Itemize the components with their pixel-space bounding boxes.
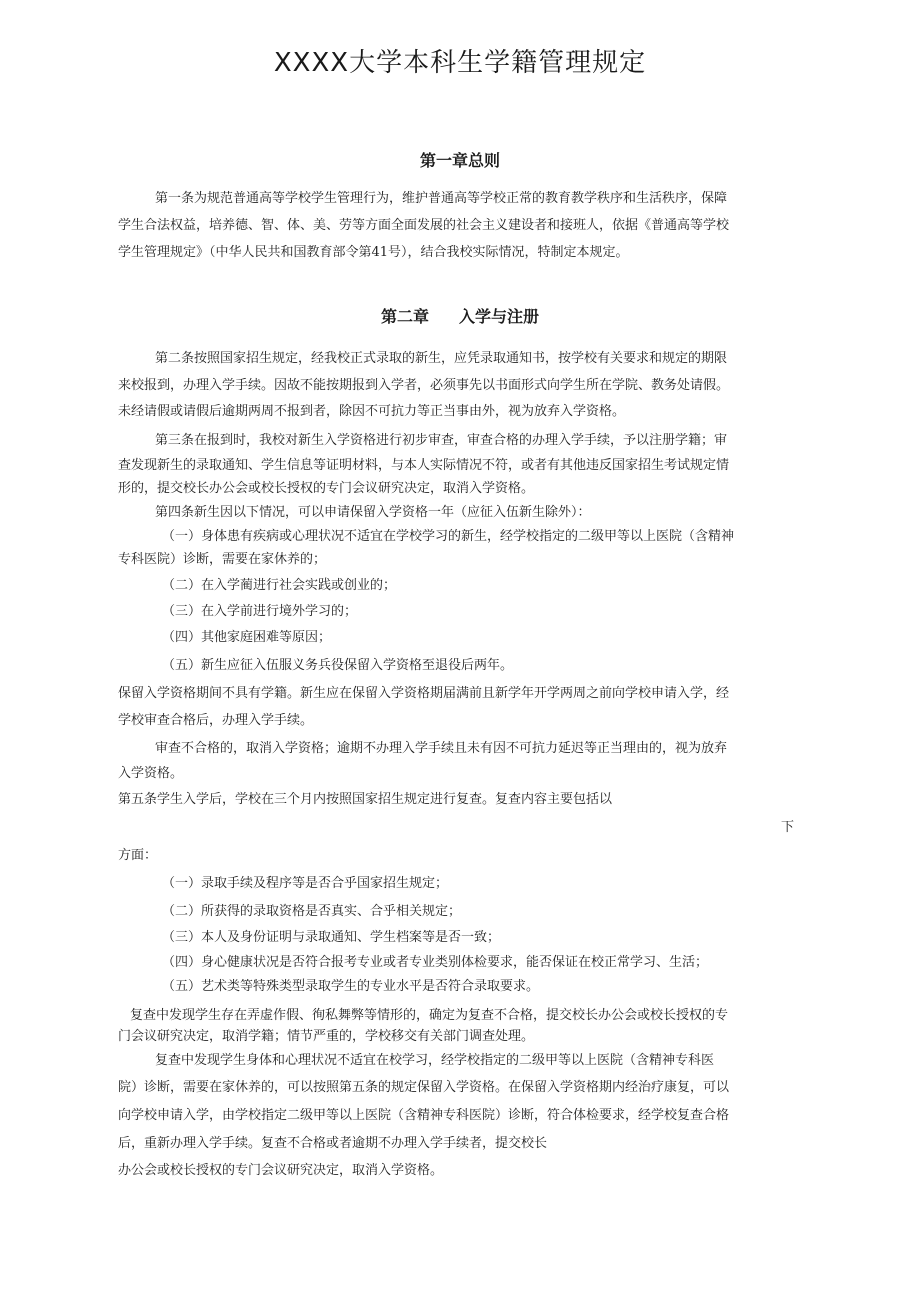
article-5-health-line-5: 办公会或校长授权的专门会议研究决定，取消入学资格。 [118,1163,444,1178]
article-5-intro-continuation: 方面： [118,848,158,863]
article-5-health-line-2: 院）诊断，需要在家休养的，可以按照第五条的规定保留入学资格。在保留入学资格期内经治疗康复，可以 [118,1080,730,1095]
article-4-item-1-line-1: （一）身体患有疾病或心理状况不适宜在学校学习的新生，经学校指定的二级甲等以上医院（含精神 [162,529,735,544]
article-1-line-3: 学生管理规定》（中华人民共和国教育部令第41号），结合我校实际情况，特制定本规定。 [118,245,629,260]
article-2-line-2: 来校报到，办理入学手续。因故不能按期报到入学者，必须事先以书面形式向学生所在学院、教务处请假。 [118,378,730,393]
article-4-item-3: （三）在入学前进行境外学习的； [162,604,358,619]
article-5-health-line-4: 后，重新办理入学手续。复查不合格或者逾期不办理入学手续者，提交校长 [118,1136,548,1151]
article-1-line-2: 学生合法权益，培养德、智、体、美、劳等方面全面发展的社会主义建设者和接班人，依据《普通高等学校 [118,218,730,233]
article-5-item-4: （四）身心健康状况是否符合报考专业或者专业类别体检要求，能否保证在校正常学习、生活； [162,955,709,970]
article-4-intro: 第四条新生因以下情况，可以申请保留入学资格一年（应征入伍新生除外）： [155,505,591,520]
article-4-fail-line-2: 入学资格。 [118,766,184,781]
article-5-intro: 第五条学生入学后，学校在三个月内按照国家招生规定进行复查。复查内容主要包括以 [118,792,613,807]
chapter-2-number: 第二章 [380,307,429,326]
article-2-line-1: 第二条按照国家招生规定，经我校正式录取的新生，应凭录取通知书，按学校有关要求和规定的期限 [155,351,728,366]
article-4-retain-line-1: 保留入学资格期间不具有学籍。新生应在保留入学资格期届满前且新学年开学两周之前向学校申请入学，经 [118,686,730,701]
article-5-fraud-line-1: 复查中发现学生存在弄虚作假、徇私舞弊等情形的，确定为复查不合格，提交校长办公会或校长授权的专 [130,1008,729,1023]
article-3-line-2: 查发现新生的录取通知、学生信息等证明材料，与本人实际情况不符，或者有其他违反国家招生考试规定情 [118,458,730,473]
article-5-item-3: （三）本人及身份证明与录取通知、学生档案等是否一致； [162,930,501,945]
article-2-line-3: 未经请假或请假后逾期两周不报到者，除因不可抗力等正当事由外，视为放弃入学资格。 [118,404,626,419]
article-4-item-5: （五）新生应征入伍服义务兵役保留入学资格至退役后两年。 [162,658,514,673]
article-4-retain-line-2: 学校审查合格后，办理入学手续。 [118,713,314,728]
article-4-item-1-line-2: 专科医院）诊断，需要在家休养的； [118,552,327,567]
chapter-1-heading: 第一章总则 [419,151,500,170]
article-5-fraud-line-2: 门会议研究决定，取消学籍；情节严重的，学校移交有关部门调查处理。 [118,1029,535,1044]
article-1-line-1: 第一条为规范普通高等学校学生管理行为，维护普通高等学校正常的教育教学秩序和生活秩序，保障 [155,191,728,206]
article-3-line-1: 第三条在报到时，我校对新生入学资格进行初步审查，审查合格的办理入学手续，予以注册学籍；审 [155,433,728,448]
chapter-2-name: 入学与注册 [459,307,540,326]
article-5-health-line-1: 复查中发现学生身体和心理状况不适宜在校学习，经学校指定的二级甲等以上医院（含精神专科医 [155,1053,715,1068]
article-4-fail-line-1: 审查不合格的，取消入学资格；逾期不办理入学手续且未有因不可抗力延迟等正当理由的，视为放弃 [155,741,728,756]
article-5-item-5: （五）艺术类等特殊类型录取学生的专业水平是否符合录取要求。 [162,979,540,994]
article-5-item-2: （二）所获得的录取资格是否真实、合乎相关规定； [162,904,462,919]
article-5-health-line-3: 向学校申请入学，由学校指定二级甲等以上医院（含精神专科医院）诊断，符合体检要求，经学校复查合格 [118,1108,730,1123]
chapter-2-heading [0,304,920,327]
article-3-line-3: 形的，提交校长办公会或校长授权的专门会议研究决定，取消入学资格。 [118,481,535,496]
article-5-item-1: （一）录取手续及程序等是否合乎国家招生规定； [162,876,449,891]
article-5-intro-tail: 下 [781,820,795,835]
article-4-item-4: （四）其他家庭困难等原因； [162,630,332,645]
document-title: XXXX大学本科生学籍管理规定 [273,48,647,78]
article-4-item-2: （二）在入学蔺进行社会实践或创业的； [162,578,397,593]
